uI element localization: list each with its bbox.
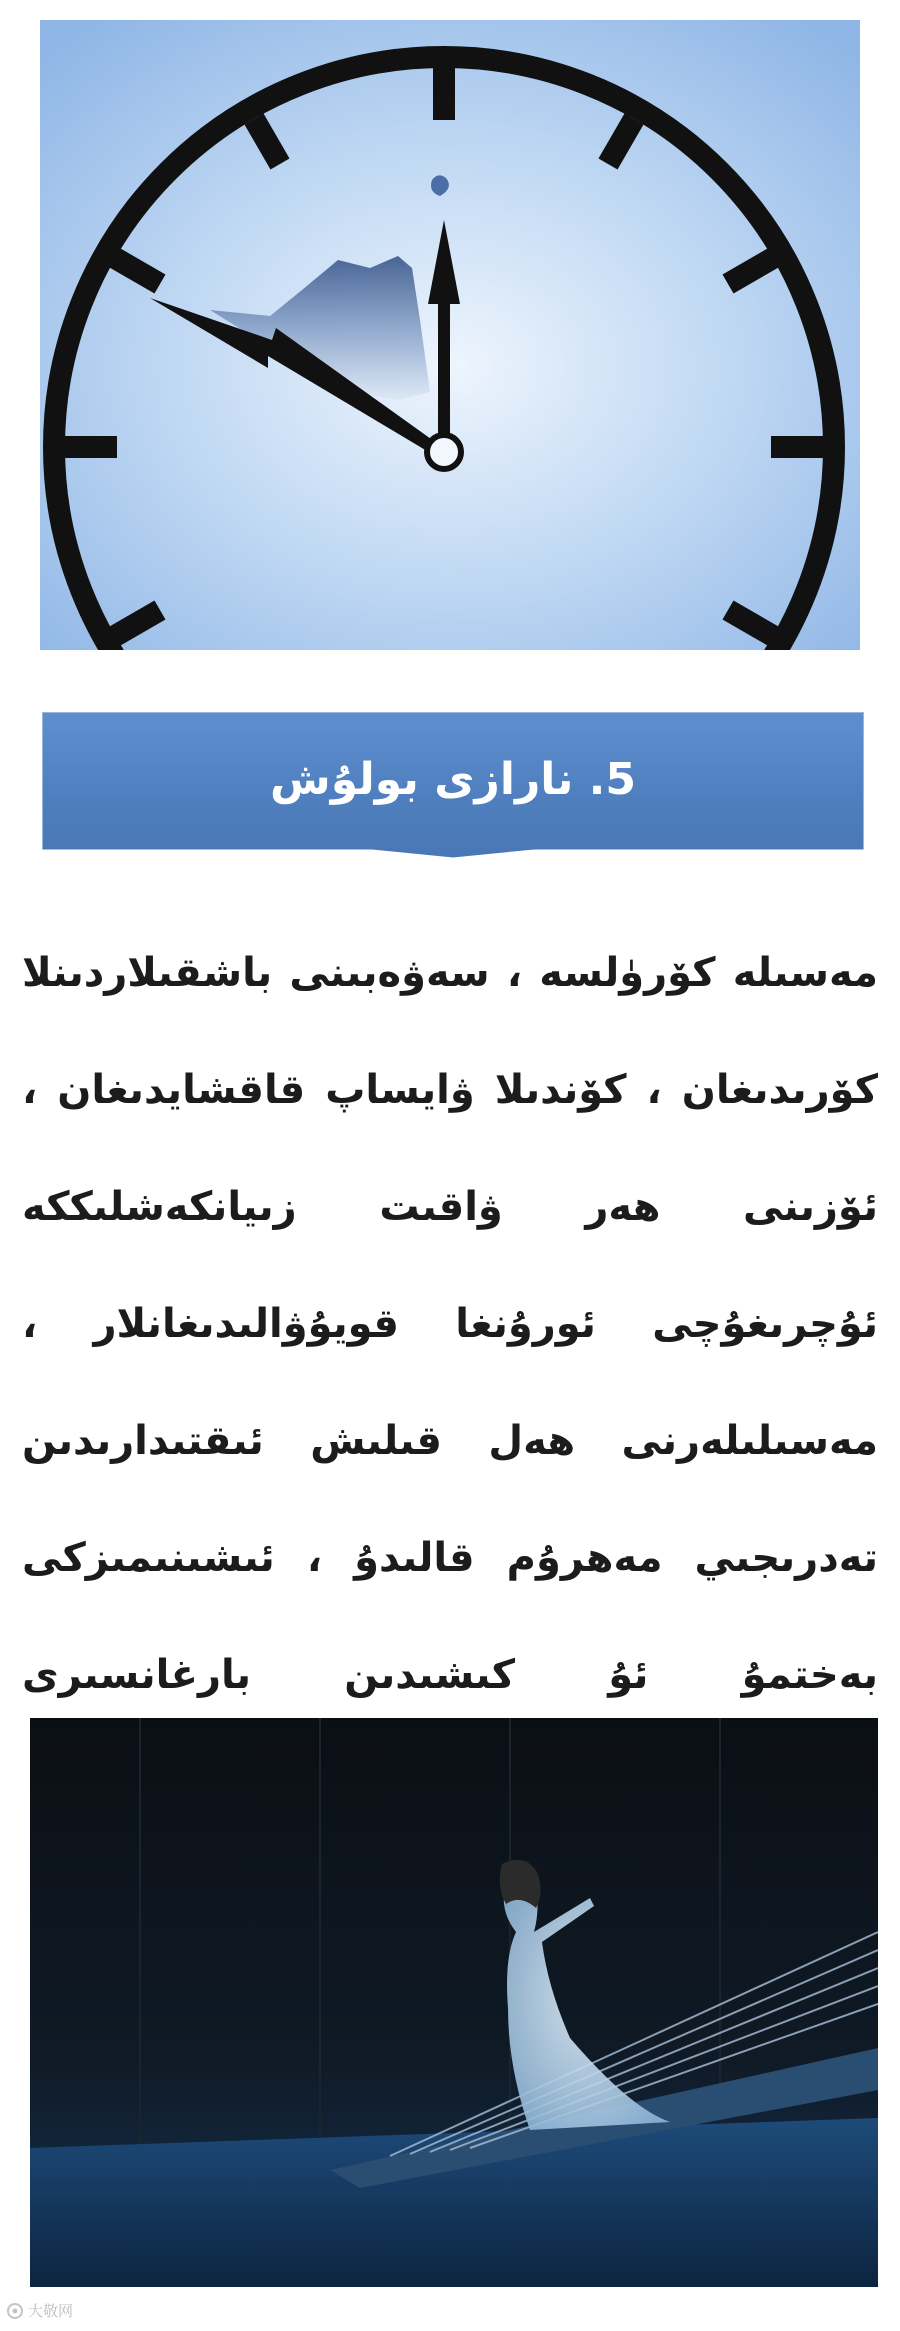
stage-photo [30,1718,878,2287]
section-banner [42,712,864,860]
stage-illustration [30,1718,878,2287]
clock-photo [40,20,860,650]
watermark-text: 大敬网 [28,2302,74,2320]
clock-illustration [40,20,860,650]
section-heading: 5. نارازى بولۇش [269,754,637,805]
watermark [6,2300,73,2321]
watermark-logo-icon [6,2302,24,2320]
body-paragraph: مەسىلە كۆرۈلسە ، سەۋەبىنى باشقىلاردىنلا كۆرىدىغان ، كۆندىلا ۋايساپ قاقشايدىغان ، ئۆزىنى ھەر ۋاقىت زىيانكەشلىككە ئۇچرىغۇچى ئورۇنغا قويۇۋالىدىغانلار ، مەسىلىلەرنى ھەل قىلىش ئىقتىدارىدىن تەدرىجىي مەھرۇم قالىدۇ ، ئىشىنىمىزكى بەختمۇ ئۇ كىشىدىن بارغانسىرى [22,950,878,1698]
